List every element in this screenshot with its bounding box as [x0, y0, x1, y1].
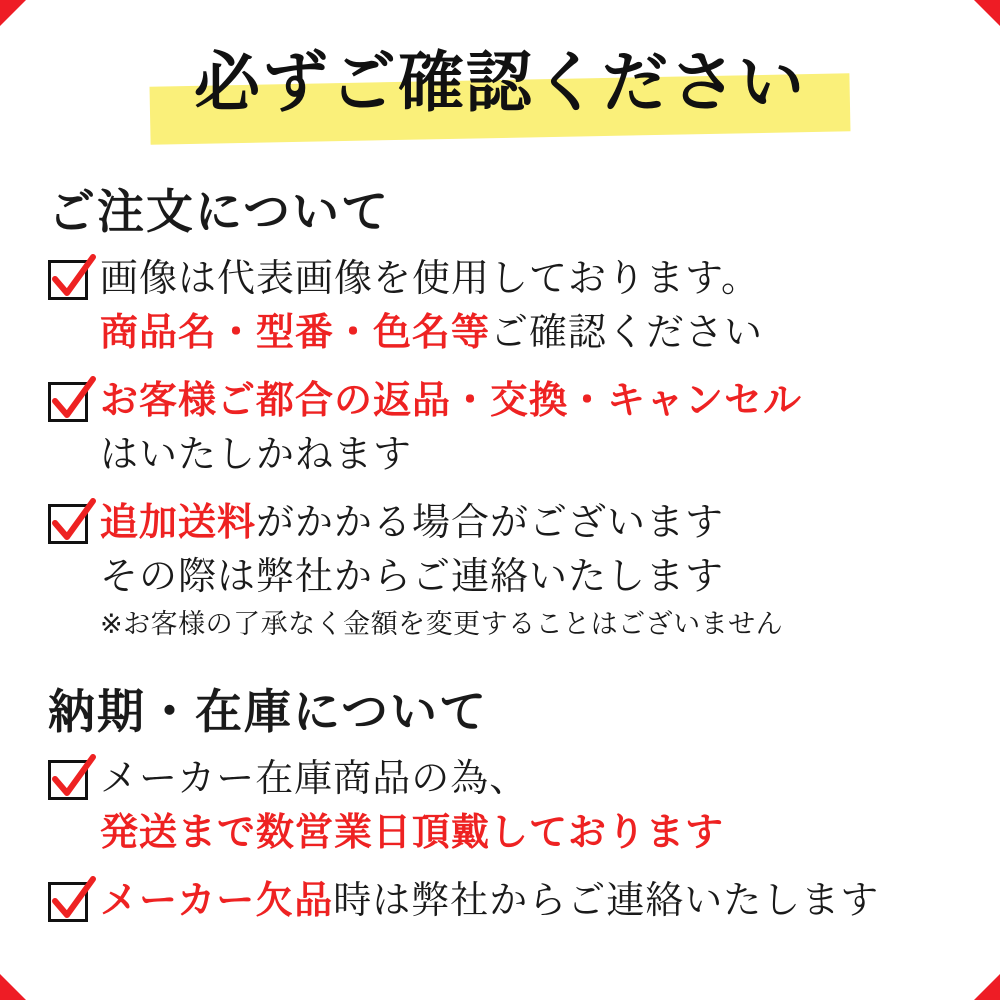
- item-note: ※お客様の了承なく金額を変更することはございません: [100, 608, 784, 640]
- list-item: [48, 374, 968, 482]
- item-line-1: メーカー在庫商品の為、: [100, 756, 529, 800]
- item-line-2-black: ご確認ください: [490, 309, 764, 354]
- check-mark-icon: [48, 382, 88, 422]
- title-text: 必ずご確認ください: [194, 44, 806, 121]
- item-line-2-red: 発送まで数営業日頂戴しております: [100, 809, 725, 854]
- section-heading-delivery: 納期・在庫について: [48, 685, 489, 740]
- item-line-1-black: 時は弊社からご連絡いたします: [333, 877, 880, 922]
- item-line-1-red: メーカー欠品: [100, 877, 334, 922]
- section-order: [48, 175, 968, 658]
- check-mark-icon: [48, 260, 88, 300]
- list-item: [48, 496, 968, 644]
- check-mark-icon: [48, 760, 88, 800]
- list-item-text: [100, 374, 968, 482]
- corner-decoration-bottom-right: [974, 974, 1000, 1000]
- item-line-1: 画像は代表画像を使用しております。: [100, 256, 760, 300]
- list-item-text: [100, 496, 968, 644]
- corner-decoration-top-right: [974, 0, 1000, 26]
- list-item-text: [100, 874, 968, 928]
- item-line-2-red: 商品名・型番・色名等: [100, 309, 491, 354]
- section-heading-order: ご注文について: [48, 185, 391, 240]
- item-line-2: その際は弊社からご連絡いたします: [100, 553, 725, 598]
- section-delivery: [48, 675, 968, 942]
- list-item: [48, 752, 968, 860]
- item-line-1-red: お客様ご都合の返品・交換・キャンセル: [100, 377, 803, 422]
- list-item-text: [100, 752, 968, 860]
- corner-decoration-bottom-left: [0, 974, 26, 1000]
- corner-decoration-top-left: [0, 0, 26, 26]
- check-mark-icon: [48, 504, 88, 544]
- list-item: [48, 874, 968, 928]
- item-line-1-black: がかかる場合がございます: [256, 499, 725, 544]
- list-item: [48, 252, 968, 360]
- item-line-2: はいたしかねます: [100, 431, 413, 476]
- page-title: [0, 42, 1000, 125]
- list-item-text: [100, 252, 968, 360]
- item-line-1-red: 追加送料: [100, 499, 257, 544]
- check-mark-icon: [48, 882, 88, 922]
